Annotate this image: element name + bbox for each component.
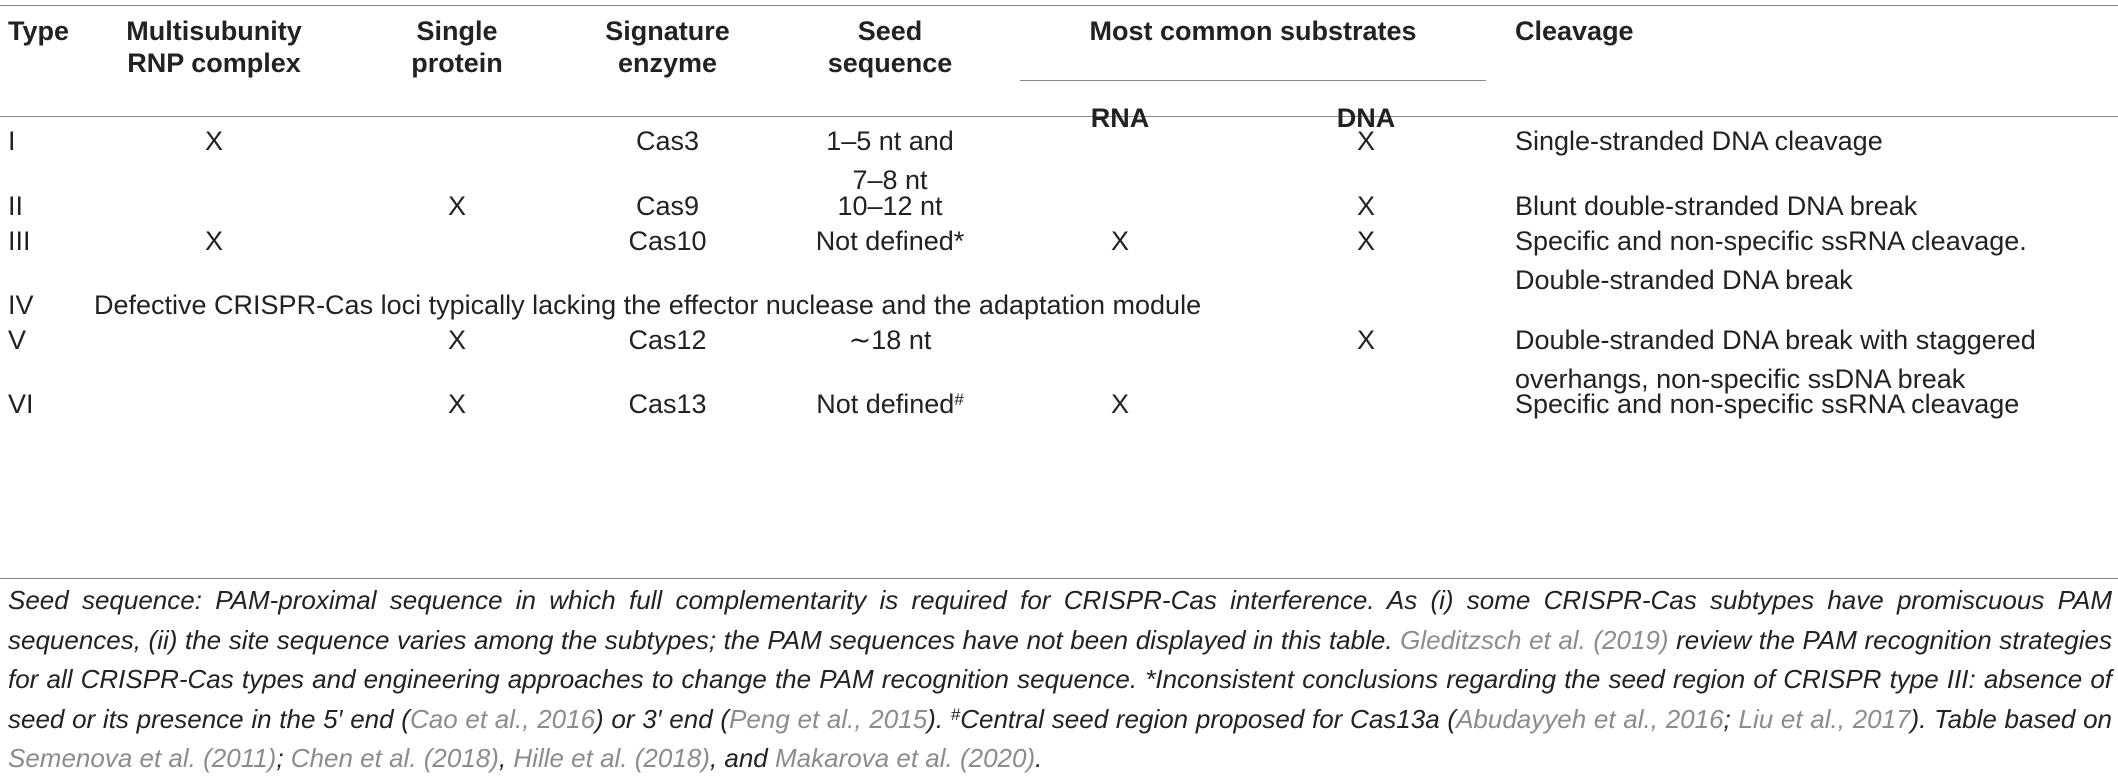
row-enzyme: Cas12 [628, 325, 707, 355]
row-type: V [8, 325, 27, 355]
citation-link[interactable]: Gleditzsch et al. (2019) [1400, 624, 1669, 655]
citation-link[interactable]: Cao et al., 2016 [409, 703, 596, 734]
row-single-protein-mark: X [447, 389, 466, 419]
row-single-protein-mark: X [447, 191, 466, 221]
header-type: Type [8, 16, 70, 46]
citation-link[interactable]: Hille et al. (2018) [513, 743, 710, 773]
seed-footnote-mark: # [954, 390, 964, 409]
row-cleavage: Single-stranded DNA cleavage [1515, 126, 1883, 156]
row-cleavage: Blunt double-stranded DNA break [1515, 191, 1918, 221]
row-single-protein-mark: X [447, 325, 466, 355]
row-multisubunity-mark: X [204, 126, 223, 156]
row-cleavage: Specific and non-specific ssRNA cleavage. Double-stranded DNA break [1515, 226, 2027, 295]
row-rna-mark: X [1110, 226, 1129, 256]
citation-link[interactable]: Chen et al. (2018) [290, 743, 499, 773]
citation-link[interactable]: Liu et al., 2017 [1738, 703, 1911, 734]
row-seed: Not defined# [816, 389, 964, 419]
citation-link[interactable]: Abudayyeh et al., 2016 [1456, 703, 1724, 734]
table-footnote: Seed sequence: PAM-proximal sequence in which full complementarity is required for CRISPR-Cas interference. As (i) some CRISPR-Cas subtypes have promiscuous PAM sequences, (ii) the site sequence varies among the subtypes; the PAM sequences have not been displayed in this table. Gleditzsch et al. (2019) review the PAM recognition strategies for all CRISPR-Cas types and engineering approaches to change the PAM recognition sequence. *Inconsistent conclusions regarding the seed region of CRISPR type III: absence of seed or its presence in the 5′ end (Cao et al., 2016) or 3′ end (Peng et al., 2015). #Central seed region proposed for Cas13a (Abudayyeh et al., 2016; Liu et al., 2017). Table based on Semenova et al. (2011); Chen et al. (2018), Hille et al. (2018), and Makarova et al. (2020). [8, 585, 2112, 773]
row-rna-mark: X [1110, 389, 1129, 419]
row-cleavage: Double-stranded DNA break with staggered overhangs, non-specific ssDNA break [1515, 325, 2036, 394]
row-span-text: Defective CRISPR-Cas loci typically lacking the effector nuclease and the adaptation module [94, 290, 1202, 320]
row-seed: 10–12 nt [837, 191, 943, 221]
header-seed-sequence: Seed sequence [827, 16, 953, 78]
row-seed: ∼18 nt [848, 325, 932, 355]
header-substrates-group: Most common substrates [1089, 16, 1417, 46]
row-dna-mark: X [1356, 191, 1375, 221]
row-type: II [8, 191, 24, 221]
header-rna: RNA [1090, 103, 1150, 133]
header-multisubunity: Multisubunity RNP complex [126, 16, 302, 78]
row-enzyme: Cas3 [635, 126, 700, 156]
citation-link[interactable]: Semenova et al. (2011) [8, 743, 277, 773]
row-type: IV [8, 290, 34, 320]
header-single-protein: Single protein [411, 16, 503, 78]
header-cleavage: Cleavage [1515, 16, 1634, 46]
row-cleavage: Specific and non-specific ssRNA cleavage [1515, 389, 2020, 419]
row-seed: 1–5 nt and 7–8 nt [826, 126, 954, 195]
table-bottom-rule [0, 578, 2118, 579]
row-enzyme: Cas10 [628, 226, 707, 256]
row-type: I [8, 126, 16, 156]
row-enzyme: Cas13 [628, 389, 707, 419]
substrates-group-rule [1020, 80, 1486, 81]
row-multisubunity-mark: X [204, 226, 223, 256]
row-enzyme: Cas9 [635, 191, 700, 221]
table-top-rule [0, 5, 2118, 6]
citation-link[interactable]: Makarova et al. (2020) [775, 743, 1036, 773]
row-seed: Not defined* [815, 226, 965, 256]
row-type: VI [8, 389, 34, 419]
citation-link[interactable]: Peng et al., 2015 [729, 703, 928, 734]
header-dna: DNA [1336, 103, 1396, 133]
row-dna-mark: X [1356, 325, 1375, 355]
row-dna-mark: X [1356, 226, 1375, 256]
row-dna-mark: X [1356, 126, 1375, 156]
row-type: III [8, 226, 31, 256]
header-signature-enzyme: Signature enzyme [605, 16, 730, 78]
